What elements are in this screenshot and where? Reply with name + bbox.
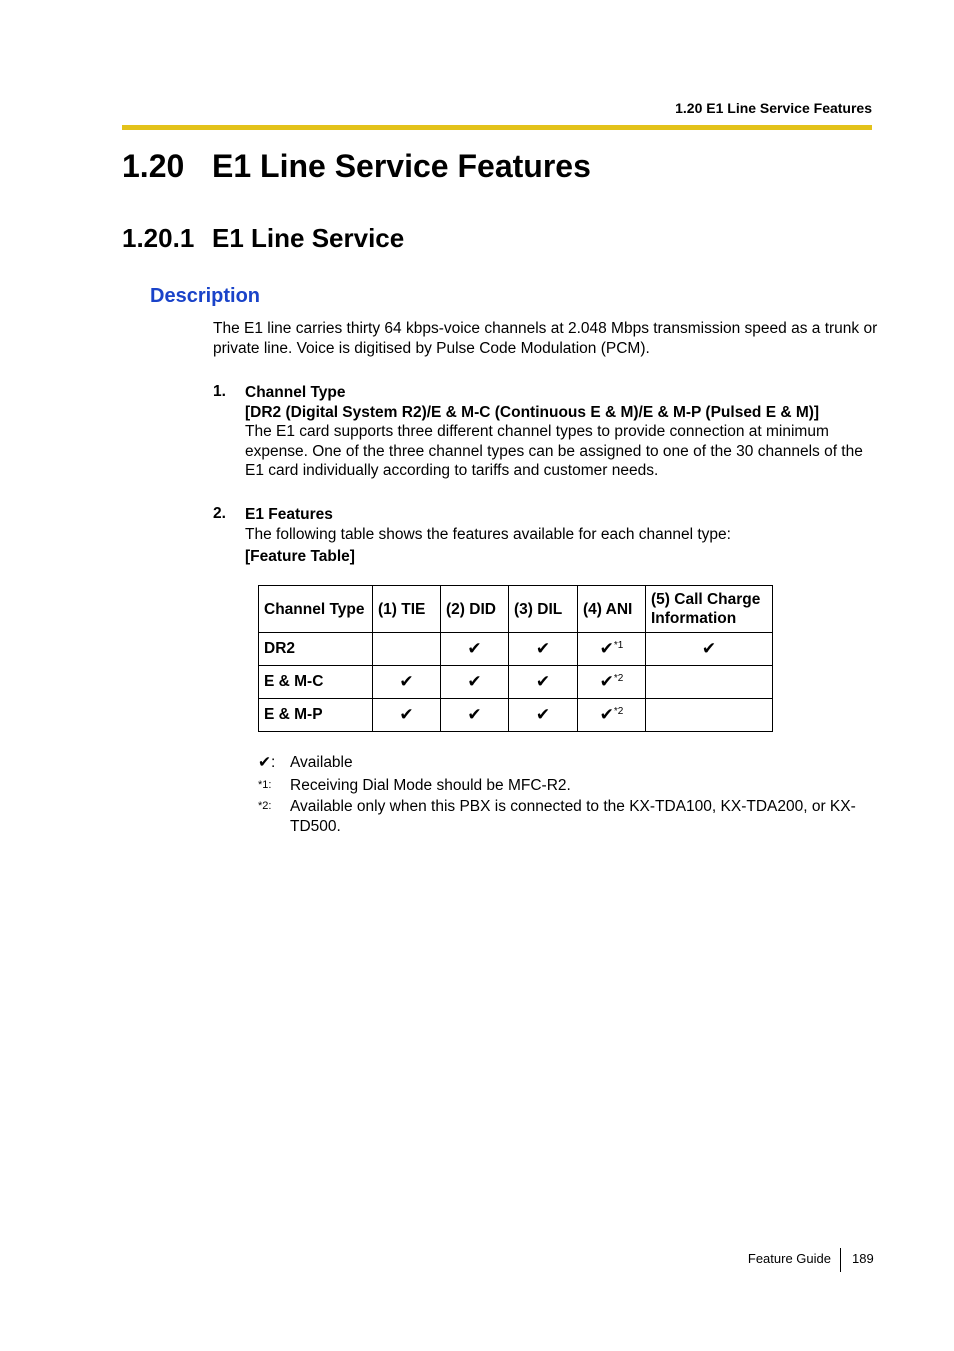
row-label: E & M-C	[259, 666, 373, 699]
check-icon: ✔	[441, 699, 509, 732]
description-paragraph: The E1 line carries thirty 64 kbps-voice channels at 2.048 Mbps transmission speed as a trunk or private line. Voice is digitised by Pulse Code Modulation (PCM).	[213, 320, 878, 357]
check-icon: ✔	[441, 666, 509, 699]
header-tie: (1) TIE	[373, 586, 441, 633]
feature-table	[258, 585, 773, 732]
header-did: (2) DID	[441, 586, 509, 633]
item-1-number: 1.	[213, 383, 226, 400]
footnote-ref: *2	[613, 673, 624, 684]
check-icon	[646, 699, 773, 732]
running-header: 1.20 E1 Line Service Features	[675, 100, 872, 116]
check-icon: ✔	[599, 672, 614, 691]
section-title-text: E1 Line Service Features	[212, 148, 591, 184]
item-2-title: E1 Features	[245, 506, 333, 523]
item-2-number: 2.	[213, 505, 226, 522]
ani-cell	[578, 633, 646, 666]
ani-cell	[578, 699, 646, 732]
footer-label: Feature Guide	[747, 1251, 831, 1266]
check-icon: ✔	[441, 633, 509, 666]
description-heading: Description	[150, 285, 261, 307]
table-caption: [Feature Table]	[245, 548, 355, 565]
subsection-title-text: E1 Line Service	[212, 223, 405, 253]
header-rule	[122, 125, 872, 130]
item-1-title: Channel Type	[245, 384, 346, 401]
table-notes	[258, 753, 878, 838]
table-row	[259, 666, 773, 699]
table-row	[259, 699, 773, 732]
item-1	[245, 383, 877, 481]
section-number: 1.20	[122, 148, 185, 184]
check-icon: ✔	[373, 666, 441, 699]
note-item	[258, 776, 878, 796]
note-mark: ✔:	[258, 754, 276, 771]
check-icon: ✔	[509, 666, 578, 699]
page-number: 189	[852, 1251, 874, 1266]
row-label: DR2	[259, 633, 373, 666]
footnote-ref: *2	[613, 706, 624, 717]
check-icon: ✔	[646, 633, 773, 666]
note-text: Available	[290, 754, 353, 771]
check-icon: ✔	[509, 699, 578, 732]
header-ani: (4) ANI	[578, 586, 646, 633]
item-2	[245, 505, 877, 567]
check-icon: ✔	[509, 633, 578, 666]
table-row	[259, 633, 773, 666]
subsection-number: 1.20.1	[122, 223, 195, 253]
subsection-title	[122, 223, 404, 254]
item-1-subtitle: [DR2 (Digital System R2)/E & M-C (Continuous E & M)/E & M-P (Pulsed E & M)]	[245, 403, 820, 421]
header-call-charge: (5) Call Charge Information	[646, 586, 773, 633]
note-text: Receiving Dial Mode should be MFC-R2.	[290, 776, 571, 794]
section-title	[122, 148, 591, 185]
check-icon	[373, 633, 441, 666]
item-1-body: The E1 card supports three different channel types to provide connection at minimum expense. One of the three channel types can be assigned to one of the 30 channels of the E1 card individually according to tariffs and customer needs.	[245, 423, 863, 479]
footnote-ref: *1	[613, 640, 624, 651]
note-text: Available only when this PBX is connected to the KX-TDA100, KX-TDA200, or KX-TD500.	[290, 798, 856, 835]
header-channel-type: Channel Type	[259, 586, 373, 633]
note-item	[258, 753, 878, 773]
row-label: E & M-P	[259, 699, 373, 732]
check-icon: ✔	[373, 699, 441, 732]
check-icon: ✔	[599, 639, 614, 658]
footer-divider	[840, 1248, 841, 1272]
ani-cell	[578, 666, 646, 699]
note-item	[258, 797, 878, 836]
table-header-row	[259, 586, 773, 633]
item-2-body: The following table shows the features available for each channel type:	[245, 525, 731, 543]
note-mark: *2:	[258, 800, 272, 812]
check-icon	[646, 666, 773, 699]
header-dil: (3) DIL	[509, 586, 578, 633]
check-icon: ✔	[599, 705, 614, 724]
note-mark: *1:	[258, 778, 272, 791]
